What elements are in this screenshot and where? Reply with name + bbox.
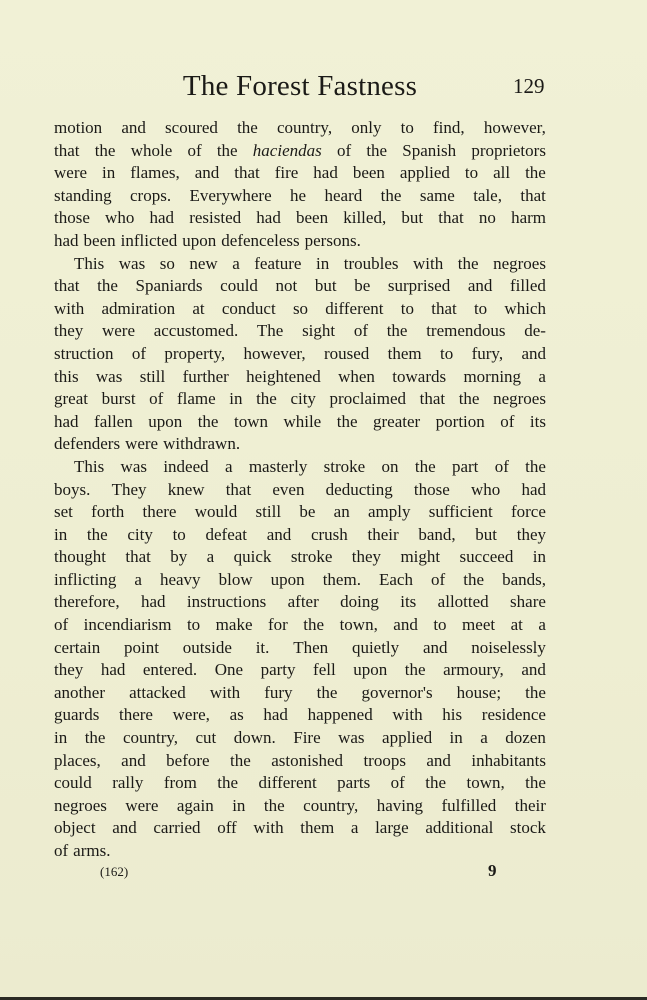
text-line: another attacked with fury the governor's house; the bbox=[54, 682, 546, 702]
text-line: This was indeed a masterly stroke on the part of the bbox=[74, 456, 546, 476]
text-line: motion and scoured the country, only to find, however, bbox=[54, 118, 546, 137]
text-line: they had entered. One party fell upon the armoury, and bbox=[54, 660, 546, 680]
body-text bbox=[54, 117, 546, 863]
text-line: in the country, cut down. Fire was applied in a dozen bbox=[54, 728, 546, 748]
paragraph bbox=[54, 253, 546, 456]
text-line: therefore, had instructions after doing its allotted share bbox=[54, 592, 546, 612]
text-line: were in flames, and that fire had been applied to all the bbox=[54, 163, 546, 183]
text-line: places, and before the astonished troops and inhabitants bbox=[54, 750, 546, 770]
text-line: of arms. bbox=[54, 841, 111, 860]
text-line: could rally from the different parts of the town, the bbox=[54, 773, 546, 793]
text-line: had been inflicted upon defenceless persons. bbox=[54, 230, 361, 250]
text-line: that the Spaniards could not but be surprised and filled bbox=[54, 276, 546, 296]
text-line: of incendiarism to make for the town, and to meet at a bbox=[54, 615, 546, 635]
text-line: boys. They knew that even deducting those who had bbox=[54, 479, 546, 499]
text-line: in the city to defeat and crush their band, but they bbox=[54, 524, 546, 544]
page-number: 129 bbox=[513, 74, 545, 98]
text-line: that the whole of the haciendas of the Spanish proprietors bbox=[54, 140, 546, 160]
text-line: thought that by a quick stroke they might succeed in bbox=[54, 547, 546, 567]
text-line: standing crops. Everywhere he heard the same tale, that bbox=[54, 185, 546, 205]
text-line: those who had resisted had been killed, but that no harm bbox=[54, 208, 546, 228]
text-line: had fallen upon the town while the greater portion of its bbox=[54, 411, 546, 431]
text-line: inflicting a heavy blow upon them. Each of the bands, bbox=[54, 569, 546, 589]
text-line: certain point outside it. Then quietly and noiselessly bbox=[54, 637, 546, 657]
paragraph bbox=[54, 456, 546, 863]
printer-signature-mark: (162) bbox=[100, 864, 129, 879]
paragraph bbox=[54, 117, 546, 253]
text-line: This was so new a feature in troubles with the negroes bbox=[74, 253, 546, 273]
text-line: defenders were withdrawn. bbox=[54, 434, 241, 454]
text-line: struction of property, however, roused them to fury, and bbox=[54, 343, 546, 363]
text-line: they were accustomed. The sight of the tremendous de- bbox=[54, 321, 546, 341]
gathering-signature-number: 9 bbox=[488, 861, 497, 880]
text-line: this was still further heightened when towards morning a bbox=[54, 366, 546, 386]
text-line: with admiration at conduct so different to that to which bbox=[54, 298, 546, 318]
text-line: negroes were again in the country, having fulfilled their bbox=[54, 795, 546, 815]
text-line: guards there were, as had happened with his residence bbox=[54, 705, 546, 725]
page-header bbox=[0, 66, 647, 106]
text-line: object and carried off with them a large additional stock bbox=[54, 818, 546, 838]
running-title: The Forest Fastness bbox=[182, 70, 418, 102]
page-footer bbox=[0, 862, 647, 886]
text-line: set forth there would still be an amply sufficient force bbox=[54, 502, 546, 522]
text-line: great burst of flame in the city proclaimed that the negroes bbox=[54, 389, 546, 409]
